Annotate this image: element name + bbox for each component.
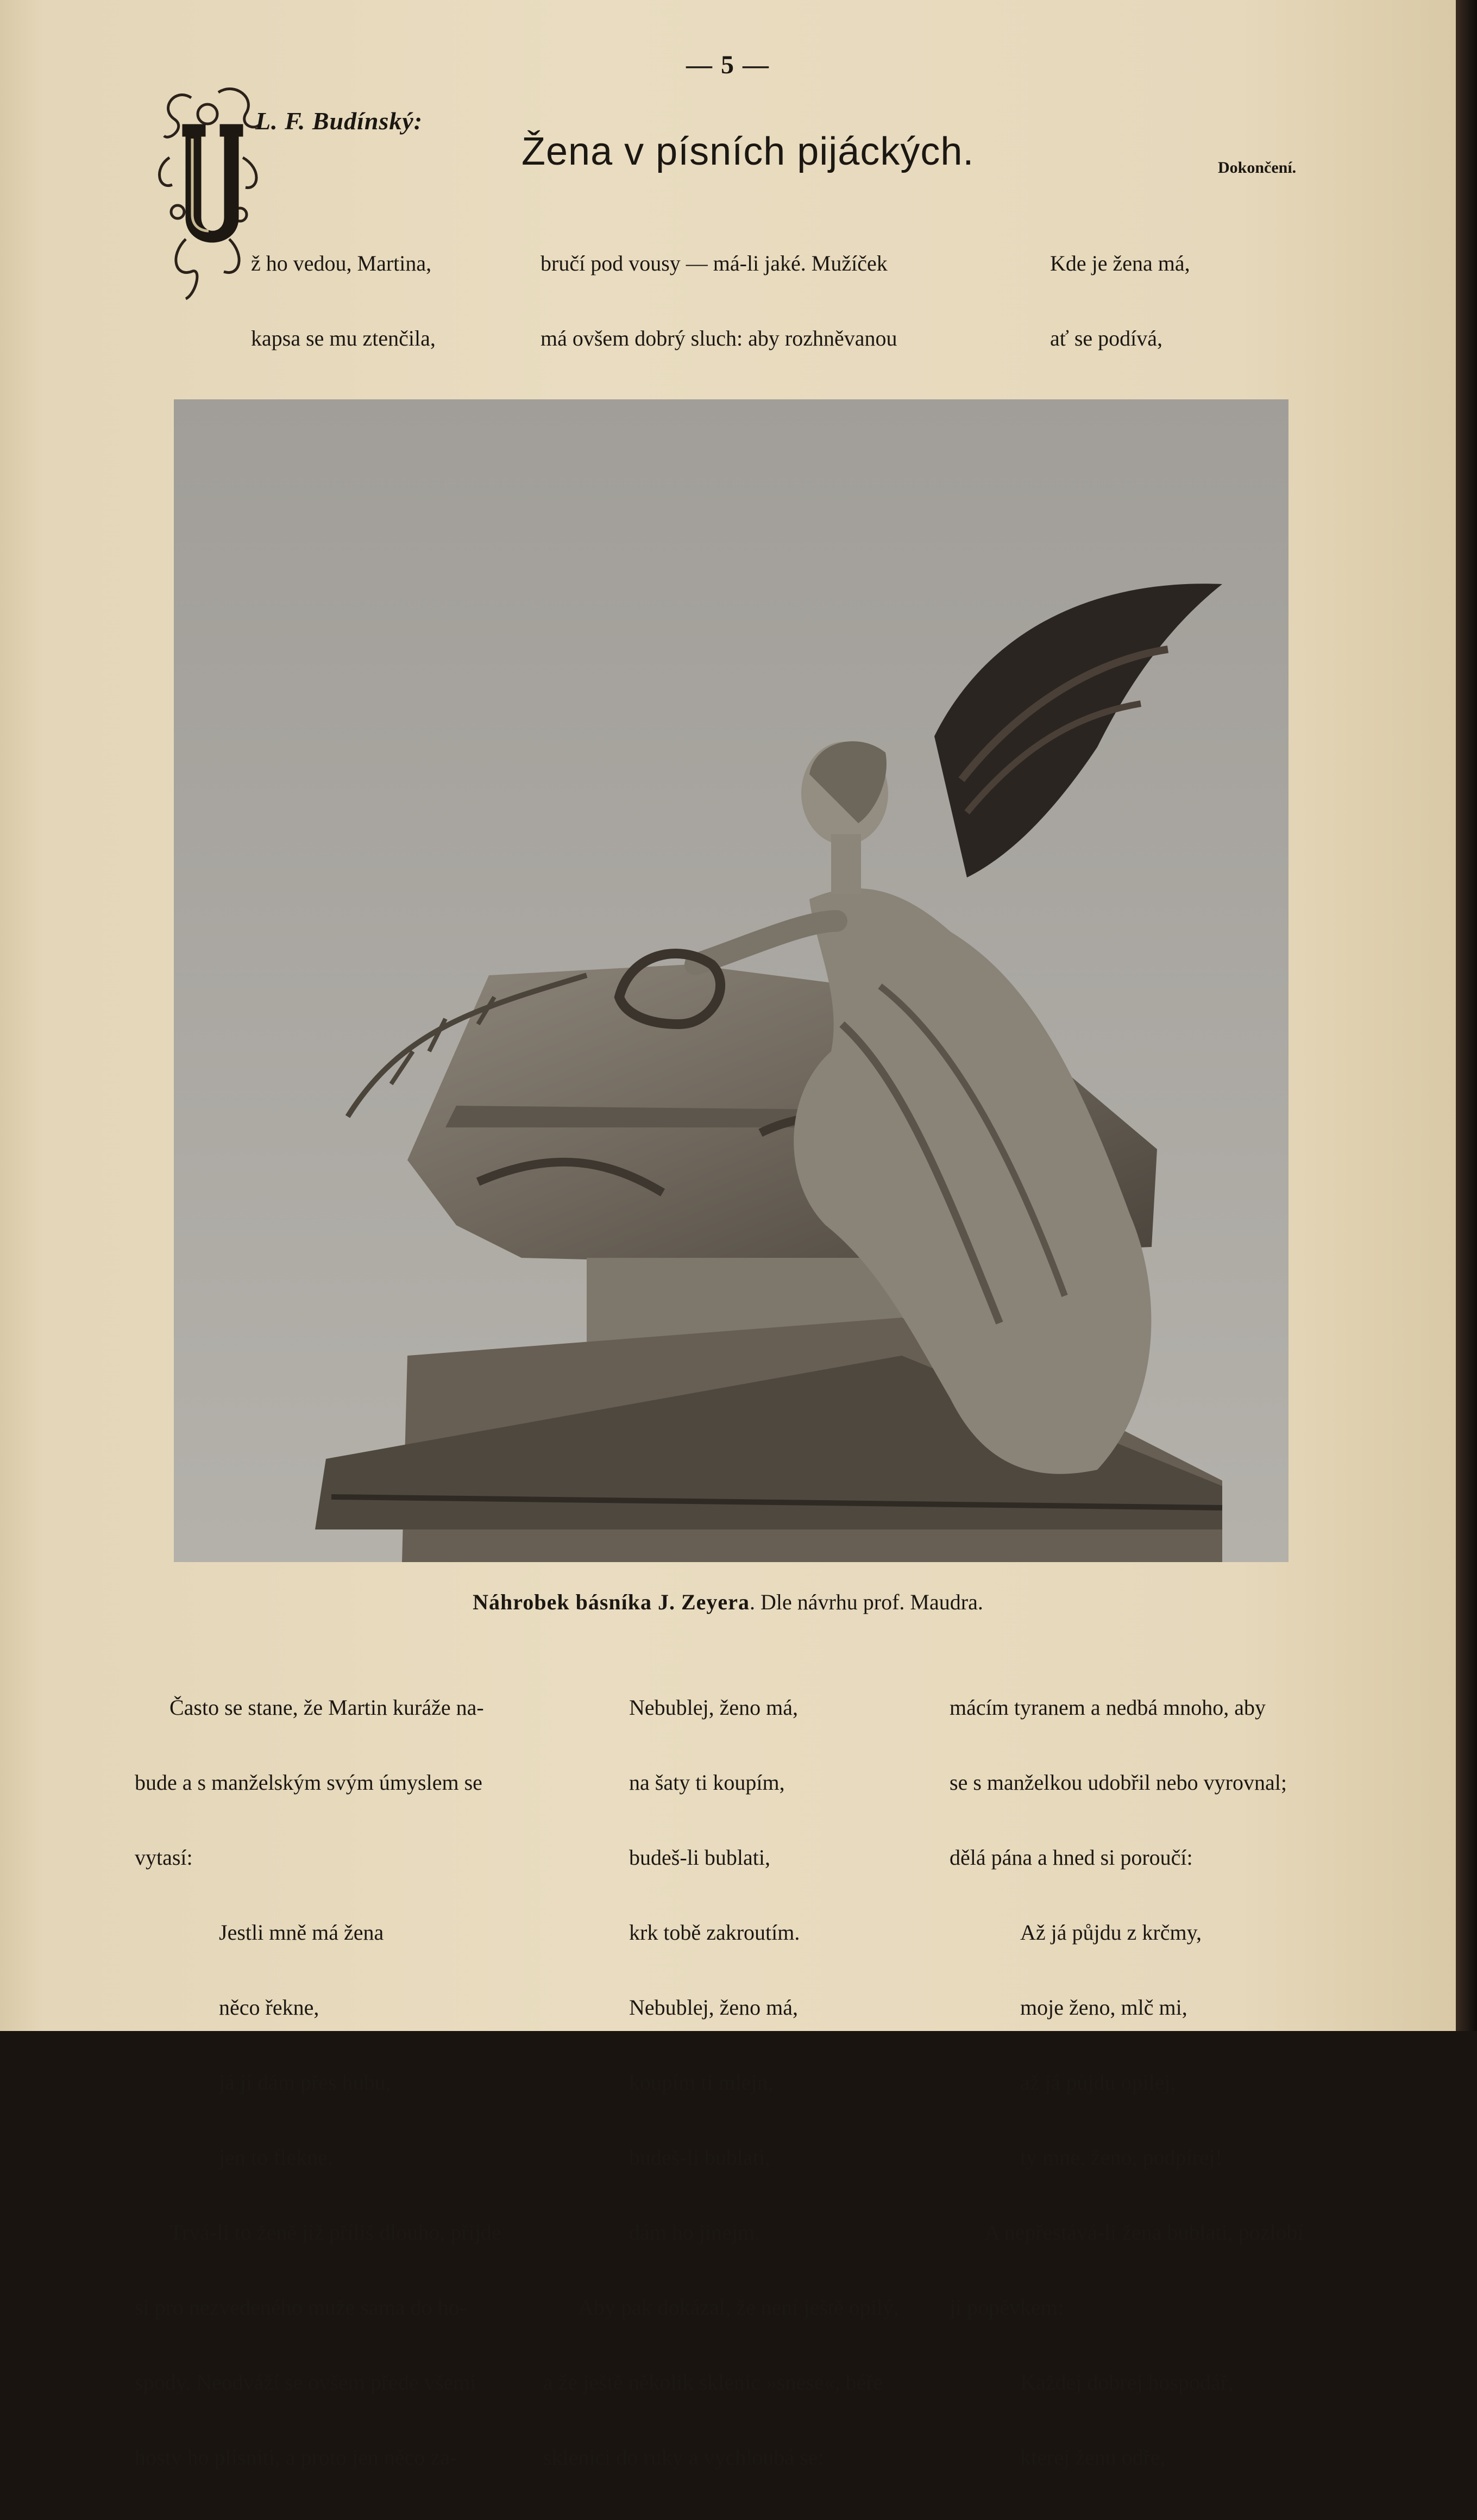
- bottom-column-1: [135, 1645, 501, 2520]
- text-line: Trvá-li to ženě již příliš dlouho, přijde: [169, 2220, 501, 2245]
- verse-line: moje ženo, mlč mi,: [1020, 1995, 1187, 2020]
- verse-line: Až já půjdu z krčmy,: [1020, 1920, 1202, 1945]
- verse-line: budeš-li bublati,: [629, 2145, 770, 2170]
- text-line: se s manželkou udobřil nebo vyrovnal;: [950, 1770, 1287, 1795]
- verse-line: krk tobě zakroutím.: [629, 1920, 800, 1945]
- verse-line: dám ho jinejm.: [629, 2220, 761, 2245]
- verse-line: koupím ti mlejn,: [629, 2070, 774, 2095]
- caption-title: Náhrobek básníka J. Zeyera: [473, 1590, 750, 1614]
- text-line: a že ještě několik sklenic »snese«, béře: [543, 2370, 883, 2394]
- verse-line: Jestli mně má žena: [219, 1920, 384, 1945]
- text-line: má ovšem dobrý sluch: aby rozhněvanou: [540, 326, 897, 350]
- angel-sculpture-photo: [174, 399, 1289, 1562]
- text-line: spody. Neodváží se ovšem přede všemi: [135, 2370, 476, 2394]
- verse-line: Kde je žena má,: [1050, 251, 1190, 275]
- sculpture-illustration: [174, 399, 1289, 1562]
- verse-line: ty mne, ženo, podpírej!: [1020, 2145, 1223, 2170]
- verse-line: Každej dobrej hospodář,: [1020, 2370, 1234, 2394]
- text-line: ji popěvkem:: [950, 2295, 1064, 2320]
- photo-caption: [0, 1589, 1456, 1615]
- verse-line: jen to flekne.: [219, 2145, 333, 2170]
- text-line: vytasí:: [135, 1845, 193, 1870]
- text-line: A nepřestává-li žena bublati, pozlobí: [984, 2220, 1304, 2245]
- text-line: kapsa se mu ztenčila,: [251, 326, 436, 350]
- verse-line: kterej ženu odře,: [1020, 2445, 1166, 2469]
- verse-line: na šaty ti koupím,: [629, 1770, 785, 1795]
- page-number: — 5 —: [686, 51, 770, 79]
- verse-line: ať se podívá,: [1050, 326, 1163, 350]
- verse-line: něco řekne,: [219, 1995, 319, 2020]
- continuation-note: Dokončení.: [1218, 159, 1297, 177]
- text-line: Často se stane, že Martin kuráže na-: [169, 1695, 484, 1720]
- verse-line: až já půjdu opilej,: [1020, 2070, 1176, 2095]
- text-line: ž ho vedou, Martina,: [251, 251, 432, 275]
- verse-line: Nebublej, ženo má,: [629, 1695, 798, 1720]
- page-binding-edge: [1456, 0, 1477, 2031]
- ornamental-initial-icon: [153, 76, 262, 310]
- caption-credit: . Dle návrhu prof. Maudra.: [749, 1590, 983, 1614]
- text-line: mácím tyranem a nedbá mnoho, aby: [950, 1695, 1266, 1720]
- text-line: si pro nezvedeného muže sama do ho-: [135, 2295, 467, 2320]
- article-title: Žena v písních pijáckých.: [521, 130, 975, 173]
- bottom-column-3: [950, 1645, 1304, 2520]
- text-line: bude a s manželským svým úmyslem se: [135, 1770, 482, 1795]
- verse-line: Nebublej, ženo má,: [629, 1995, 798, 2020]
- bottom-column-2: [543, 1645, 899, 2520]
- verse-line: budeš-li bublati,: [629, 1845, 770, 1870]
- text-line: bručí pod vousy — má-li jaké. Mužíček: [540, 251, 888, 275]
- text-line: hosty ho plísniti, a proto jen něco za-: [135, 2445, 457, 2469]
- text-line: sklenici do ruky a vychloubá se:: [543, 2445, 824, 2469]
- text-line: dělá pána a hned si poroučí:: [950, 1845, 1193, 1870]
- verse-line: já jí dám přes hubu,: [219, 2070, 391, 2095]
- text-line: Aby pak dokázal, že není ještě opilý,: [578, 2295, 899, 2320]
- author-byline: L. F. Budínský:: [255, 107, 423, 135]
